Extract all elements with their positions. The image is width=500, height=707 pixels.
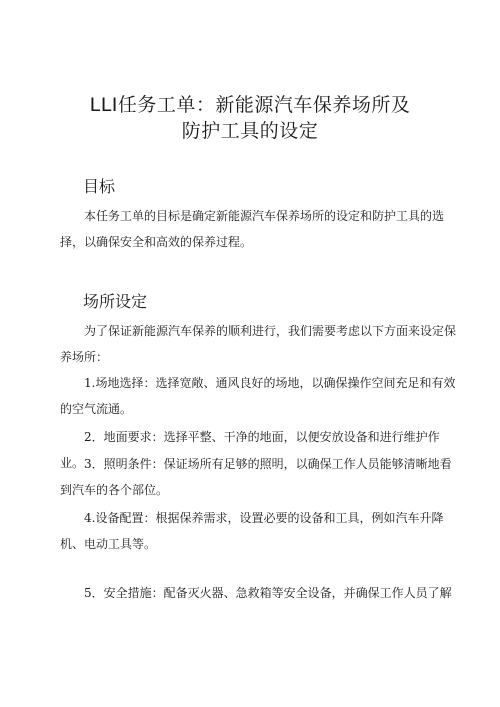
document-title-line-1: LLI任务工单：新能源汽车保养场所及 — [89, 94, 411, 116]
goal-paragraph: 本任务工单的目标是确定新能源汽车保养场所的设定和防护工具的选择，以确保安全和高效的保养过程。 — [60, 209, 445, 249]
site-item-4-paragraph: 4.设备配置：根据保养需求，设置必要的设备和工具，例如汽车升降机、电动工具等。 — [60, 511, 444, 551]
site-item-3-paragraph: 3．照明条件：保证场所有足够的照明，以确保工作人员能够清晰地看到汽车的各个部位。 — [60, 457, 452, 497]
section-heading-goal: 目标 — [83, 177, 116, 196]
site-item-1-paragraph: 1.场地选择：选择宽敞、通风良好的场地，以确保操作空间充足和有效的空气流通。 — [60, 376, 456, 416]
document-title-line-2: 防护工具的设定 — [181, 120, 319, 142]
section-heading-site-setup: 场所设定 — [83, 292, 148, 311]
site-item-5-paragraph: 5．安全措施：配备灭火器、急救箱等安全设备，并确保工作人员了解 — [84, 586, 452, 600]
site-setup-intro-paragraph: 为了保证新能源汽车保养的顺利进行，我们需要考虑以下方面来设定保养场所： — [60, 324, 457, 364]
site-item-2-paragraph: 2．地面要求：选择平整、干净的地面，以便安放设备和进行维护作业。 — [60, 430, 440, 470]
